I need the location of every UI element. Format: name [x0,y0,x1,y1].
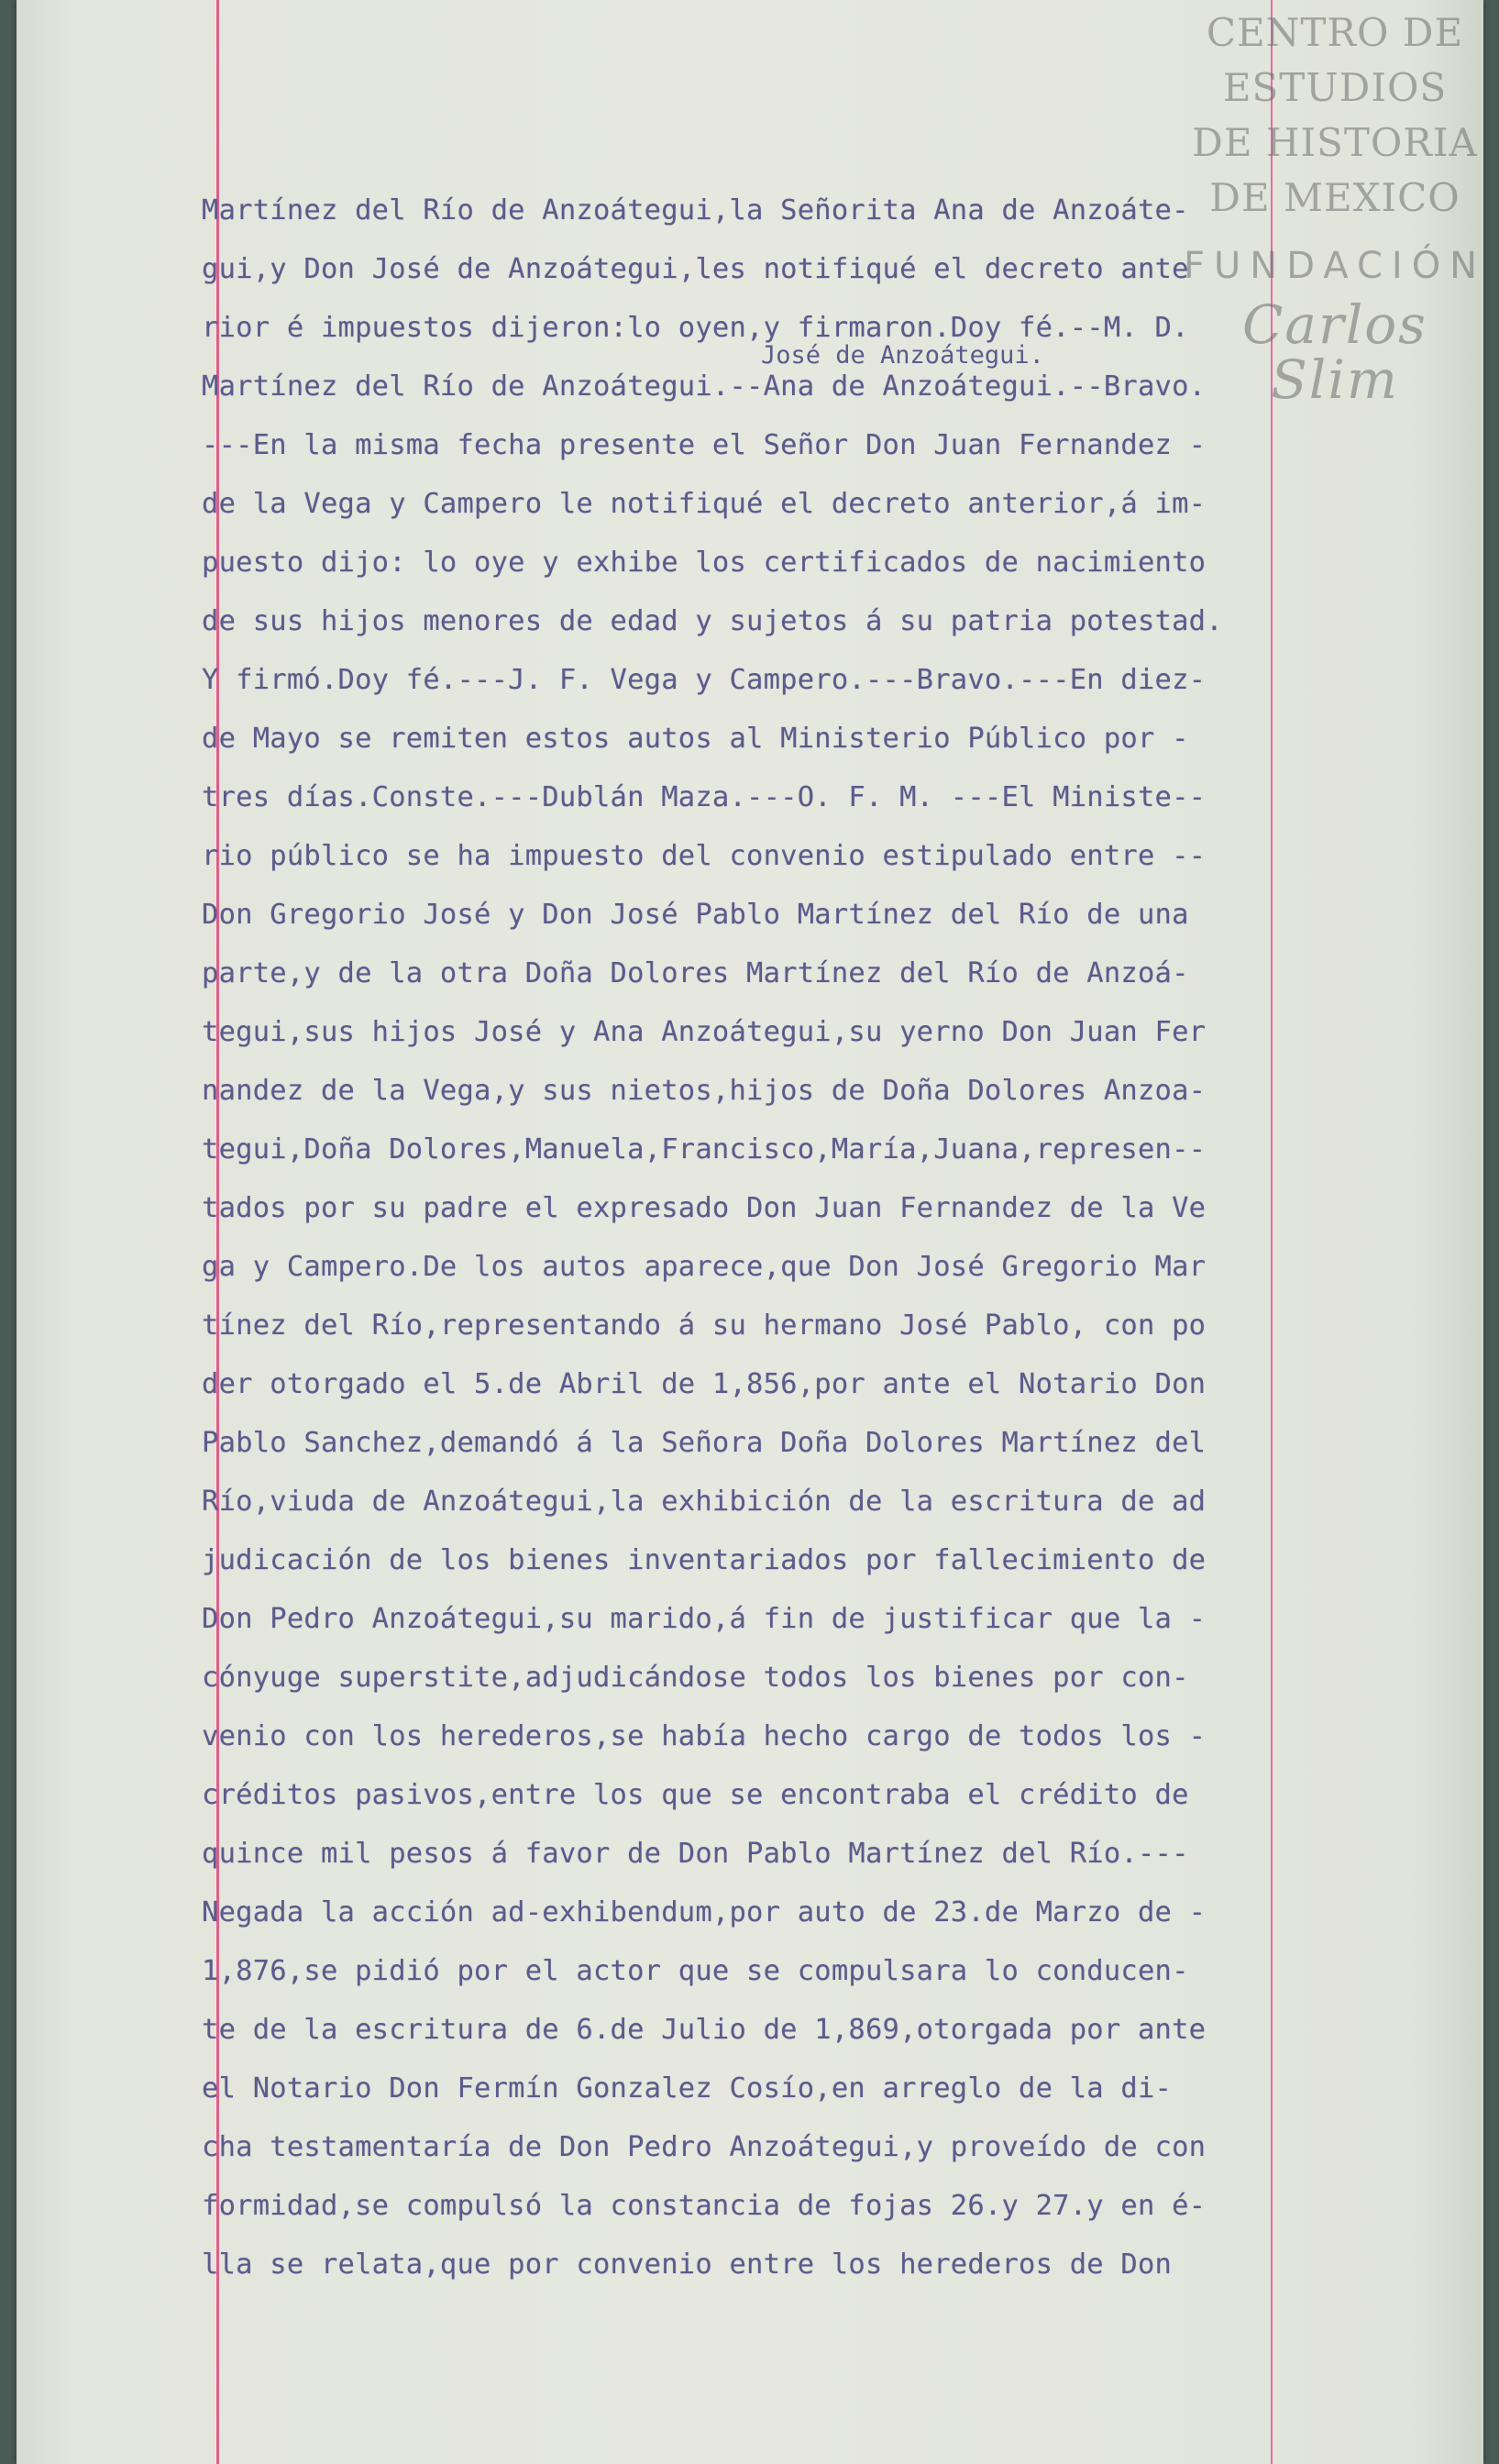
text-line: judicación de los bienes inventariados por fallecimiento de [202,1544,1207,1576]
text-line: cónyuge superstite,adjudicándose todos los bienes por con- [202,1662,1189,1694]
text-line: el Notario Don Fermín Gonzalez Cosío,en arreglo de la di- [202,2072,1173,2105]
text-line: ga y Campero.De los autos aparece,que Don José Gregorio Mar [202,1251,1207,1283]
text-line: formidad,se compulsó la constancia de fojas 26.y 27.y en é- [202,2190,1207,2222]
text-line: Y firmó.Doy fé.---J. F. Vega y Campero.---Bravo.---En diez- [202,664,1207,696]
text-line: rior é impuestos dijeron:lo oyen,y firmaron.Doy fé.--M. D. [202,312,1189,344]
watermark-line-2: ESTUDIOS [1222,65,1448,110]
typed-text-body [202,182,1274,2294]
text-line: cha testamentaría de Don Pedro Anzoátegui,y proveído de con [202,2131,1207,2163]
text-line: de Mayo se remiten estos autos al Ministerio Público por - [202,723,1189,755]
text-line: gui,y Don José de Anzoátegui,les notifiqué el decreto ante [202,253,1189,285]
interlinear-insert: José de Anzoátegui. [761,341,1044,370]
text-line: tínez del Río,representando á su hermano José Pablo, con po [202,1309,1207,1342]
text-line: tegui,Doña Dolores,Manuela,Francisco,María,Juana,represen-- [202,1133,1207,1166]
text-line: quince mil pesos á favor de Don Pablo Martínez del Río.--- [202,1838,1189,1870]
text-line: tados por su padre el expresado Don Juan Fernandez de la Ve [202,1192,1207,1224]
text-line: nandez de la Vega,y sus nietos,hijos de Doña Dolores Anzoa- [202,1075,1207,1107]
text-line: Martínez del Río de Anzoátegui,la Señorita Ana de Anzoáte- [202,194,1189,227]
text-line: de sus hijos menores de edad y sujetos á su patria potestad. [202,605,1223,637]
text-line: de la Vega y Campero le notifiqué el decreto anterior,á im- [202,488,1207,520]
text-line: Río,viuda de Anzoátegui,la exhibición de la escritura de ad [202,1486,1207,1518]
text-line: venio con los herederos,se había hecho cargo de todos los - [202,1720,1207,1752]
text-line: créditos pasivos,entre los que se encontraba el crédito de [202,1779,1189,1811]
text-line: tres días.Conste.---Dublán Maza.---O. F. M. ---El Ministe-- [202,781,1207,813]
text-line: te de la escritura de 6.de Julio de 1,869,otorgada por ante [202,2014,1207,2046]
text-line: puesto dijo: lo oye y exhibe los certificados de nacimiento [202,547,1207,579]
text-line: 1,876,se pidió por el actor que se compulsara lo conducen- [202,1955,1189,1987]
text-line: parte,y de la otra Doña Dolores Martínez del Río de Anzoá- [202,957,1189,989]
watermark-foundation: FUNDACIÓN [1184,245,1487,287]
text-line: Pablo Sanchez,demandó á la Señora Doña Dolores Martínez del [202,1427,1207,1459]
text-line: ---En la misma fecha presente el Señor Don Juan Fernandez - [202,429,1207,461]
text-line: lla se relata,que por convenio entre los herederos de Don [202,2249,1173,2281]
text-line: der otorgado el 5.de Abril de 1,856,por ante el Notario Don [202,1368,1207,1400]
text-line: Martínez del Río de Anzoátegui.--Ana de Anzoátegui.--Bravo. [202,370,1207,403]
text-line: rio público se ha impuesto del convenio estipulado entre -- [202,840,1207,872]
text-line: Negada la acción ad-exhibendum,por auto de 23.de Marzo de - [202,1896,1207,1928]
text-line: Don Gregorio José y Don José Pablo Martínez del Río de una [202,899,1189,931]
watermark-signature-logo: Carlos Slim [1242,293,1427,411]
watermark-line-4: DE MEXICO [1209,175,1460,220]
watermark-line-3: DE HISTORIA [1192,120,1478,165]
text-line: Don Pedro Anzoátegui,su marido,á fin de justificar que la - [202,1603,1207,1635]
watermark-line-1: CENTRO DE [1206,10,1464,55]
text-line: tegui,sus hijos José y Ana Anzoátegui,su yerno Don Juan Fer [202,1016,1207,1048]
